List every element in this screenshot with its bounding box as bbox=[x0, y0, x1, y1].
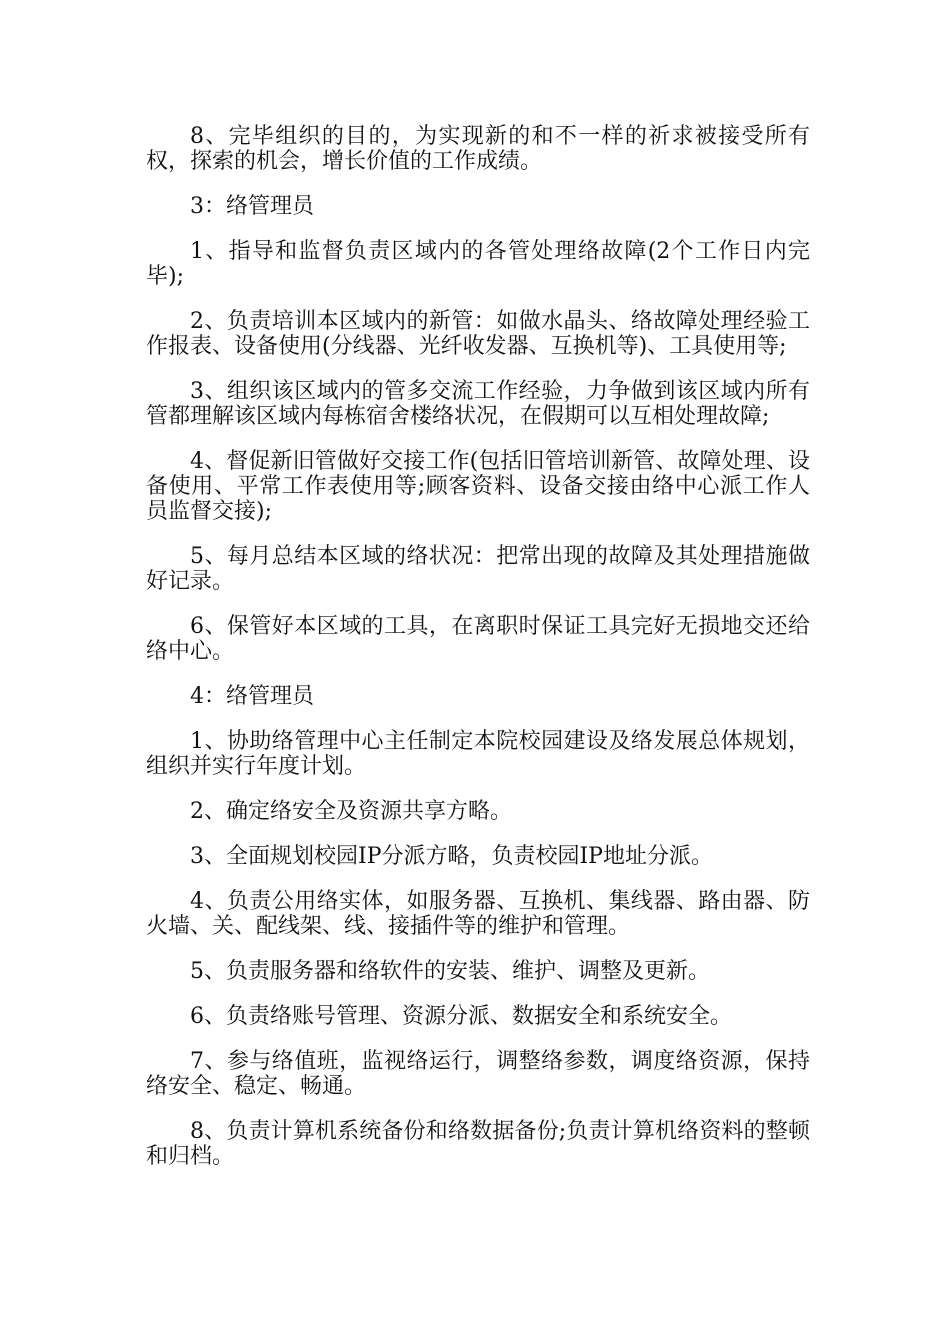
paragraph-duty-6: 6、保管好本区域的工具，在离职时保证工具完好无损地交还给络中心。 bbox=[146, 614, 810, 664]
paragraph-duty-3: 3、组织该区域内的管多交流工作经验，力争做到该区域内所有管都理解该区域内每栋宿舍楼络状况，在假期可以互相处理故障; bbox=[146, 379, 810, 429]
section-heading-3: 3：络管理员 bbox=[190, 194, 314, 219]
paragraph-duty-2: 2、负责培训本区域内的新管：如做水晶头、络故障处理经验工作报表、设备使用(分线器、光纤收发器、互换机等)、工具使用等; bbox=[146, 309, 810, 359]
paragraph-admin-duty-3: 3、全面规划校园IP分派方略，负责校园IP地址分派。 bbox=[190, 844, 713, 869]
paragraph-duty-1: 1、指导和监督负责区域内的各管处理络故障(2个工作日内完毕); bbox=[146, 239, 810, 289]
paragraph-admin-duty-5: 5、负责服务器和络软件的安装、维护、调整及更新。 bbox=[190, 959, 710, 984]
section-heading-4: 4：络管理员 bbox=[190, 684, 314, 709]
paragraph-admin-duty-4: 4、负责公用络实体，如服务器、互换机、集线器、路由器、防火墙、关、配线架、线、接插件等的维护和管理。 bbox=[146, 889, 810, 939]
paragraph-admin-duty-6: 6、负责络账号管理、资源分派、数据安全和系统安全。 bbox=[190, 1004, 732, 1029]
paragraph-admin-duty-2: 2、确定络安全及资源共享方略。 bbox=[190, 799, 512, 824]
paragraph-item-8-purpose: 8、完毕组织的目的，为实现新的和不一样的祈求被接受所有权，探索的机会，增长价值的工作成绩。 bbox=[146, 124, 810, 174]
paragraph-admin-duty-1: 1、协助络管理中心主任制定本院校园建设及络发展总体规划，组织并实行年度计划。 bbox=[146, 729, 810, 779]
paragraph-duty-4: 4、督促新旧管做好交接工作(包括旧管培训新管、故障处理、设备使用、平常工作表使用等;顾客资料、设备交接由络中心派工作人员监督交接); bbox=[146, 449, 810, 524]
document-page bbox=[146, 124, 810, 1189]
paragraph-admin-duty-7: 7、参与络值班，监视络运行，调整络参数，调度络资源，保持络安全、稳定、畅通。 bbox=[146, 1049, 810, 1099]
paragraph-duty-5: 5、每月总结本区域的络状况：把常出现的故障及其处理措施做好记录。 bbox=[146, 544, 810, 594]
paragraph-admin-duty-8: 8、负责计算机系统备份和络数据备份;负责计算机络资料的整顿和归档。 bbox=[146, 1119, 810, 1169]
